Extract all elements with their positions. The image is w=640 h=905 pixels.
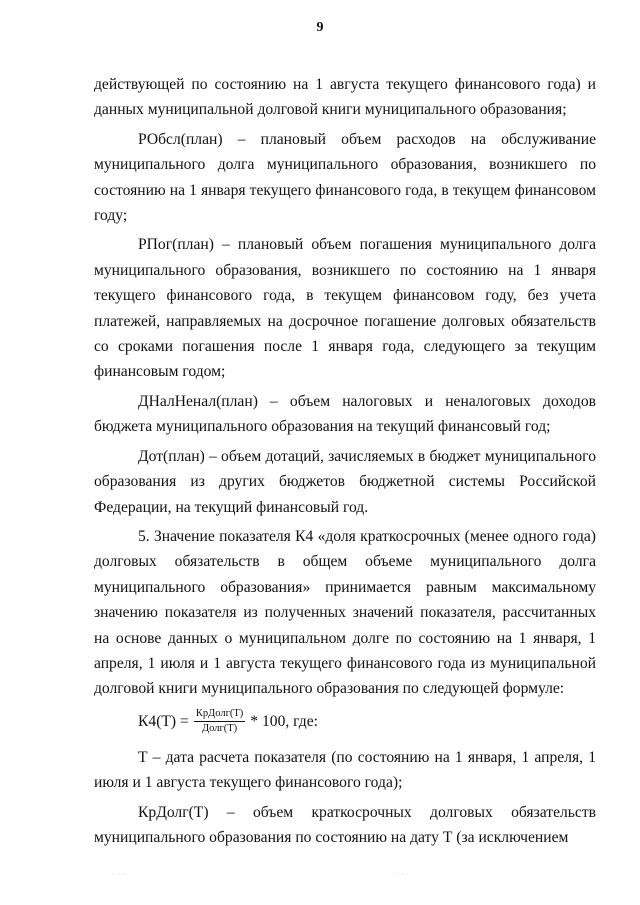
formula-fraction bbox=[194, 708, 245, 735]
paragraph-dot-definition: Дот(план) – объем дотаций, зачисляемых в бюджет муниципального образования из других бюджетов бюджетной системы Российской Федерации, на текущий финансовый год. bbox=[94, 447, 596, 516]
footer-scan-mark-right: · · · bbox=[396, 872, 410, 878]
paragraph-krdolg-definition: КрДолг(Т) – объем краткосрочных долговых обязательств муниципального образования по состоянию на дату Т (за исключением bbox=[94, 803, 596, 846]
k4-formula bbox=[94, 708, 596, 735]
footer-scan-mark-left: · · · bbox=[112, 872, 126, 878]
page-number: 9 bbox=[316, 20, 324, 35]
formula-denominator: Долг(Т) bbox=[201, 722, 238, 734]
paragraph-rpog-definition: РПог(план) – плановый объем погашения муниципального долга муниципального образования, возникшего по состоянию на 1 января текущего финансового года, в текущем финансовом году, без учета платежей, направляемых на досрочное погашение долговых обязательств со сроками погашения после 1 января года, следующего за текущим финансовым годом; bbox=[94, 236, 596, 381]
paragraph-continuation: действующей по состоянию на 1 августа текущего финансового года) и данных муниципальной долговой книги муниципального образования; bbox=[94, 76, 596, 119]
paragraph-robsl-definition: РОбсл(план) – плановый объем расходов на обслуживание муниципального долга муниципального образования, возникшего по состоянию на 1 января текущего финансового года, в текущем финансовом году; bbox=[94, 130, 596, 225]
document-body bbox=[94, 72, 596, 850]
paragraph-t-definition: Т – дата расчета показателя (по состоянию на 1 января, 1 апреля, 1 июля и 1 августа текущего финансового года); bbox=[94, 748, 596, 792]
formula-lhs: К4(Т) = bbox=[138, 712, 189, 730]
formula-numerator: КрДолг(Т) bbox=[194, 708, 245, 722]
paragraph-dnalnenal-definition: ДНалНенал(план) – объем налоговых и неналоговых доходов бюджета муниципального образования на текущий финансовый год; bbox=[94, 392, 596, 436]
formula-rhs: * 100, где: bbox=[250, 712, 318, 730]
paragraph-k4-indicator: 5. Значение показателя К4 «доля краткосрочных (менее одного года) долговых обязательств в общем объеме муниципального долга муниципального образования» принимается равным максимальному значению показателя из полученных значений показателя, рассчитанных на основе данных о муниципальном долге по состоянию на 1 января, 1 апреля, 1 июля и 1 августа текущего финансового года из муниципальной долговой книги муниципального образования по следующей формуле: bbox=[94, 527, 596, 698]
